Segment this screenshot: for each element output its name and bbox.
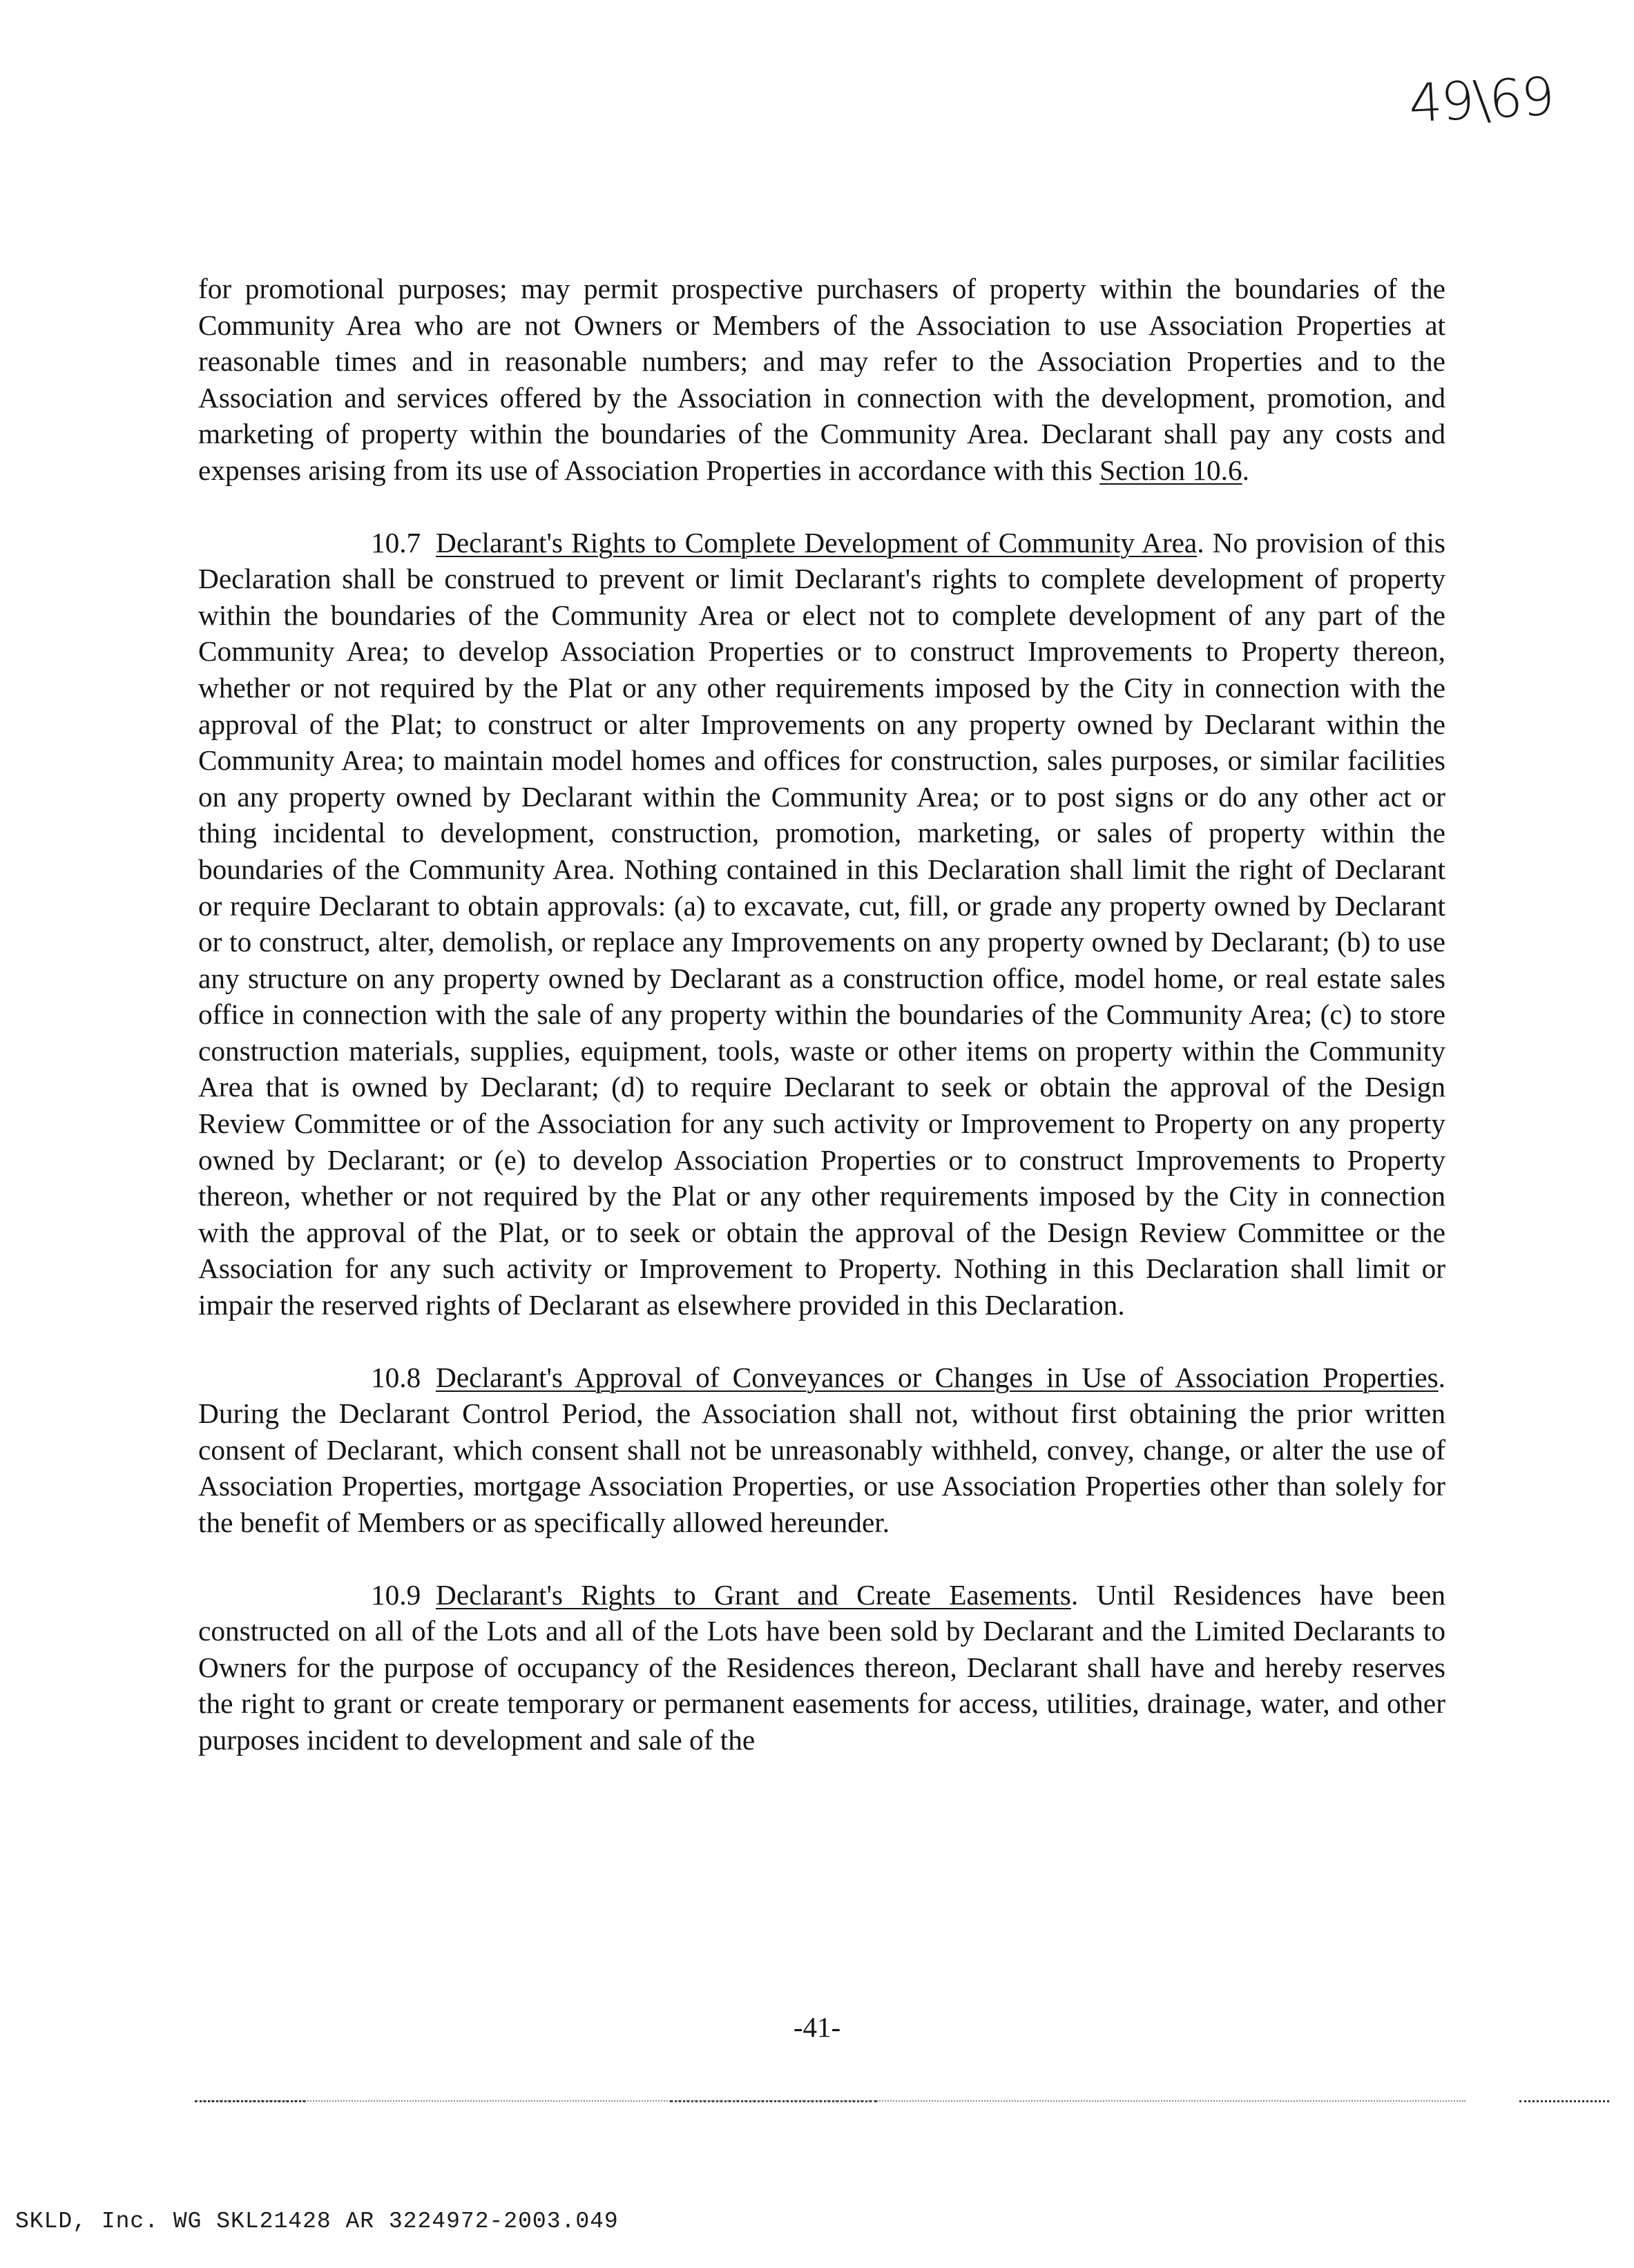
- section-number: 10.7: [371, 526, 421, 559]
- scan-divider-dark-segment: [195, 2100, 305, 2102]
- section-text: . Until Residences have been constructed on all of the Lots and all of the Lots have been sold by Declarant and the Limited Declarants to Owners for the purpose of occupancy of the Residences thereon, Declarant shall have and hereby reserves the right to grant or create temporary or permanent easements for access, utilities, drainage, water, and other purposes incident to development and sale of the: [198, 1578, 1445, 1756]
- section-10-9: [198, 1577, 1445, 1758]
- section-text: . No provision of this Declaration shall be construed to prevent or limit Declarant's rights to complete development of property within the boundaries of the Community Area or elect not to complete development of any part of the Community Area; to develop Association Properties or to construct Improvements to Property thereon, whether or not required by the Plat or any other requirements imposed by the City in connection with the approval of the Plat; to construct or alter Improvements on any property owned by Declarant within the Community Area; to maintain model homes and offices for construction, sales purposes, or similar facilities on any property owned by Declarant within the Community Area; or to post signs or do any other act or thing incidental to development, construction, promotion, marketing, or sales of property within the boundaries of the Community Area. Nothing contained in this Declaration shall limit the right of Declarant or require Declarant to obtain approvals: (a) to excavate, cut, fill, or grade any property owned by Declarant or to construct, alter, demolish, or replace any Improvements on any property owned by Declarant; (b) to use any structure on any property owned by Declarant as a construction office, model home, or real estate sales office in connection with the sale of any property within the boundaries of the Community Area; (c) to store construction materials, supplies, equipment, tools, waste or other items on property within the Community Area that is owned by Declarant; (d) to require Declarant to seek or obtain the approval of the Design Review Committee or of the Association for any such activity or Improvement to Property on any property owned by Declarant; or (e) to develop Association Properties or to construct Improvements to Property thereon, whether or not required by the Plat or any other requirements imposed by the City in connection with the approval of the Plat, or to seek or obtain the approval of the Design Review Committee or the Association for any such activity or Improvement to Property. Nothing in this Declaration shall limit or impair the reserved rights of Declarant as elsewhere provided in this Declaration.: [198, 526, 1445, 1321]
- section-reference-link: Section 10.6: [1099, 454, 1242, 486]
- section-heading: Declarant's Approval of Conveyances or Changes in Use of Association Properties: [436, 1361, 1439, 1393]
- scan-divider-dark-segment: [670, 2100, 877, 2102]
- handwritten-page-marker: 49\69: [1407, 65, 1555, 135]
- section-heading: Declarant's Rights to Grant and Create Easements: [436, 1578, 1071, 1611]
- paragraph-continuation: [198, 271, 1445, 489]
- section-number: 10.8: [371, 1361, 421, 1393]
- document-footer-id: SKLD, Inc. WG SKL21428 AR 3224972-2003.049: [15, 2209, 619, 2234]
- scan-divider-dark-segment: [1519, 2100, 1609, 2102]
- section-text: . During the Declarant Control Period, the Association shall not, without first obtaining the prior written consent of Declarant, which consent shall not be unreasonably withheld, convey, change, or alter the use of Association Properties, mortgage Association Properties, or use Association Properties other than solely for the benefit of Members or as specifically allowed hereunder.: [198, 1361, 1445, 1538]
- paragraph-end: .: [1242, 454, 1249, 486]
- document-body: [198, 271, 1445, 1794]
- page-number: -41-: [793, 2011, 841, 2043]
- section-10-7: [198, 525, 1445, 1324]
- paragraph-text: for promotional purposes; may permit prospective purchasers of property within the boundaries of the Community Area who are not Owners or Members of the Association to use Association Properties at reasonable times and in reasonable numbers; and may refer to the Association Properties and to the Association and services offered by the Association in connection with the development, promotion, and marketing of property within the boundaries of the Community Area. Declarant shall pay any costs and expenses arising from its use of Association Properties in accordance with this: [198, 273, 1445, 486]
- section-heading: Declarant's Rights to Complete Development of Community Area: [436, 526, 1198, 559]
- section-number: 10.9: [371, 1578, 421, 1611]
- section-10-8: [198, 1359, 1445, 1541]
